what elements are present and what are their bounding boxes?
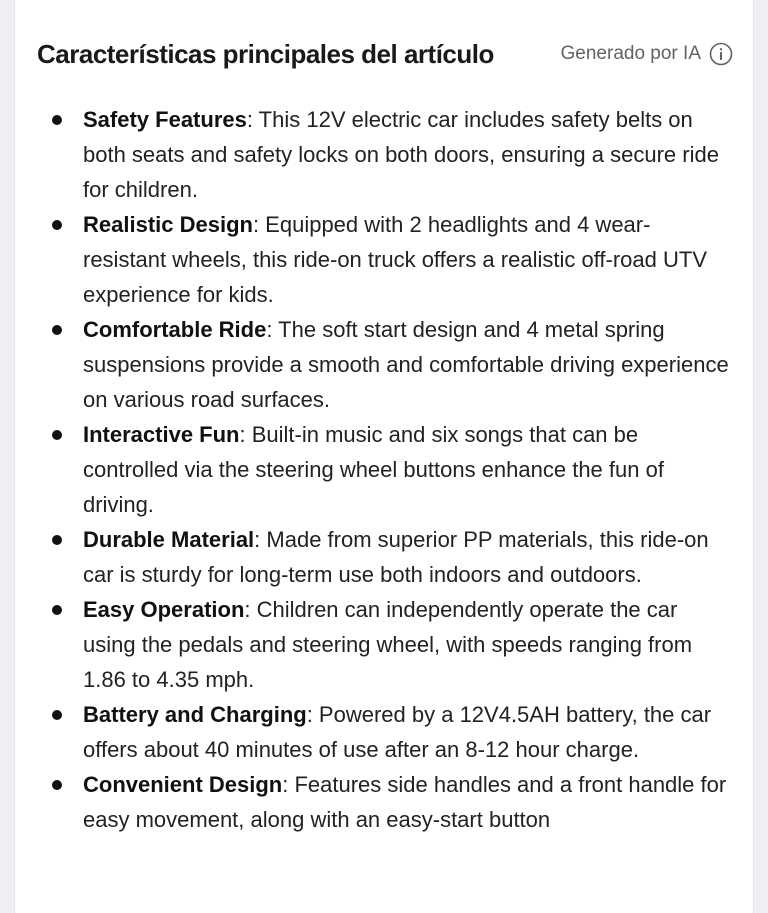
ai-generated-badge[interactable] bbox=[561, 42, 733, 66]
feature-item bbox=[83, 697, 733, 767]
feature-title: Battery and Charging bbox=[83, 702, 307, 727]
ai-generated-label: Generado por IA bbox=[560, 43, 701, 64]
feature-item bbox=[83, 102, 733, 207]
feature-description: : Made from superior PP materials, this ride-on car is sturdy for long-term use both indoors and outdoors. bbox=[83, 527, 709, 587]
feature-description: : Equipped with 2 headlights and 4 wear-resistant wheels, this ride-on truck offers a realistic off-road UTV experience for kids. bbox=[83, 212, 707, 307]
feature-list bbox=[83, 102, 733, 837]
feature-description: : The soft start design and 4 metal spring suspensions provide a smooth and comfortable driving experience on various road surfaces. bbox=[83, 317, 729, 412]
feature-description: : Powered by a 12V4.5AH battery, the car offers about 40 minutes of use after an 8-12 hour charge. bbox=[83, 702, 712, 762]
feature-description: : Features side handles and a front handle for easy movement, along with an easy-start button bbox=[83, 772, 727, 832]
feature-item bbox=[83, 207, 733, 312]
feature-title: Comfortable Ride bbox=[83, 317, 267, 342]
info-icon[interactable] bbox=[709, 42, 733, 66]
feature-title: Interactive Fun bbox=[83, 422, 240, 447]
feature-title: Durable Material bbox=[83, 527, 255, 552]
card-header bbox=[37, 34, 733, 74]
bullet-icon bbox=[52, 115, 62, 125]
bullet-icon bbox=[52, 780, 62, 790]
feature-item bbox=[83, 522, 733, 592]
feature-description: : Built-in music and six songs that can be controlled via the steering wheel buttons enhance the fun of driving. bbox=[83, 422, 664, 517]
bullet-icon bbox=[52, 325, 62, 335]
item-features-card bbox=[14, 0, 754, 913]
bullet-icon bbox=[52, 605, 62, 615]
bullet-icon bbox=[52, 430, 62, 440]
bullet-icon bbox=[52, 710, 62, 720]
feature-title: Easy Operation bbox=[83, 597, 245, 622]
feature-description: : This 12V electric car includes safety belts on both seats and safety locks on both doors, ensuring a secure ride for children. bbox=[83, 107, 719, 202]
feature-title: Safety Features bbox=[83, 107, 247, 132]
feature-item bbox=[83, 592, 733, 697]
feature-item bbox=[83, 417, 733, 522]
feature-item bbox=[83, 312, 733, 417]
bullet-icon bbox=[52, 220, 62, 230]
section-title: Características principales del artículo bbox=[37, 38, 494, 69]
feature-title: Realistic Design bbox=[83, 212, 253, 237]
feature-item bbox=[83, 767, 733, 837]
feature-title: Convenient Design bbox=[83, 772, 283, 797]
bullet-icon bbox=[52, 535, 62, 545]
feature-description: : Children can independently operate the car using the pedals and steering wheel, with speeds ranging from 1.86 to 4.35 mph. bbox=[83, 597, 693, 692]
